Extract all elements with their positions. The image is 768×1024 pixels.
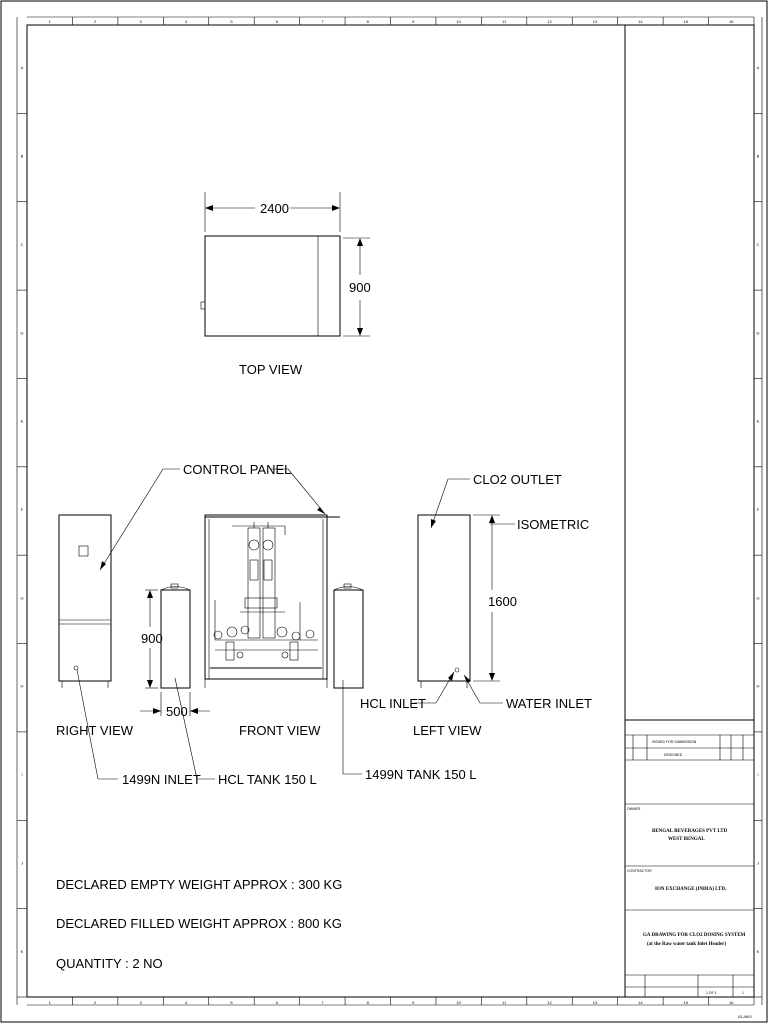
zone-row-label: B bbox=[20, 153, 24, 159]
zone-row-label: C bbox=[756, 241, 760, 247]
zone-column-label: 10 bbox=[456, 1000, 461, 1005]
dim-tank-height: 900 bbox=[141, 631, 163, 646]
zone-column-label: 3 bbox=[139, 1000, 142, 1005]
label-1499n-tank: 1499N TANK 150 L bbox=[365, 767, 477, 782]
zone-column-label: 15 bbox=[683, 1000, 689, 1005]
zone-row-label: E bbox=[756, 418, 760, 424]
zone-column-label: 1 bbox=[48, 1000, 51, 1005]
note-filled-weight: DECLARED FILLED WEIGHT APPROX : 800 KG bbox=[56, 916, 342, 931]
zone-row-label: K bbox=[20, 948, 24, 954]
label-isometric: ISOMETRIC bbox=[517, 517, 590, 532]
zone-row-label: B bbox=[756, 153, 760, 159]
zone-row-label: H bbox=[756, 683, 760, 689]
zone-column-label: 14 bbox=[638, 19, 643, 24]
zone-column-label: 12 bbox=[547, 19, 552, 24]
zone-column-label: 4 bbox=[184, 1000, 188, 1005]
zone-column-label: 15 bbox=[683, 19, 689, 24]
zone-row-label: D bbox=[756, 330, 760, 336]
zone-row-label: C bbox=[20, 241, 24, 247]
zone-column-label: 11 bbox=[502, 19, 507, 24]
zone-column-label: 6 bbox=[275, 19, 279, 24]
zone-column-label: 12 bbox=[547, 1000, 552, 1005]
zone-row-label: F bbox=[756, 507, 760, 512]
label-hcl-inlet: HCL INLET bbox=[360, 696, 426, 711]
revision-number: 1 bbox=[742, 991, 744, 995]
zone-column-label: 7 bbox=[321, 19, 324, 24]
note-quantity: QUANTITY : 2 NO bbox=[56, 956, 163, 971]
label-1499n-inlet: 1499N INLET bbox=[122, 772, 201, 787]
label-clo2-outlet: CLO2 OUTLET bbox=[473, 472, 562, 487]
owner-label: OWNER bbox=[627, 807, 641, 811]
zone-row-label: I bbox=[757, 772, 759, 778]
zone-column-label: 13 bbox=[592, 1000, 598, 1005]
owner-line2: WEST BENGAL bbox=[668, 837, 705, 842]
zone-column-label: 5 bbox=[230, 19, 233, 24]
hcl-tank bbox=[140, 584, 210, 719]
label-water-inlet: WATER INLET bbox=[506, 696, 592, 711]
dim-unit-height: 1600 bbox=[488, 594, 517, 609]
label-right-view: RIGHT VIEW bbox=[56, 723, 134, 738]
dim-top-depth: 900 bbox=[349, 280, 371, 295]
inner-border bbox=[27, 25, 754, 997]
label-left-view: LEFT VIEW bbox=[413, 723, 482, 738]
outer-border bbox=[1, 1, 767, 1022]
zone-row-label: A bbox=[20, 65, 24, 71]
zone-row-label: A bbox=[756, 65, 760, 71]
note-empty-weight: DECLARED EMPTY WEIGHT APPROX : 300 KG bbox=[56, 877, 343, 892]
rev-status: DESIGNED bbox=[664, 753, 683, 757]
zone-column-label: 13 bbox=[592, 19, 598, 24]
rev-description: ISSUED FOR SUBMISSION bbox=[652, 740, 697, 744]
zone-row-label: G bbox=[20, 595, 24, 601]
zone-row-label: J bbox=[757, 860, 759, 866]
zone-column-label: 14 bbox=[638, 1000, 643, 1005]
zone-column-label: 8 bbox=[366, 1000, 369, 1005]
zone-row-label: K bbox=[756, 948, 760, 954]
zone-row-label: H bbox=[20, 683, 24, 689]
zone-column-label: 9 bbox=[412, 1000, 415, 1005]
contractor-name: ION EXCHANGE (INDIA) LTD. bbox=[655, 887, 727, 892]
label-front-view: FRONT VIEW bbox=[239, 723, 321, 738]
zone-column-label: 1 bbox=[48, 19, 51, 24]
title-block bbox=[625, 720, 754, 1019]
dim-top-width: 2400 bbox=[260, 201, 289, 216]
sheet-size: A3-ANSI bbox=[738, 1015, 752, 1019]
zone-column-label: 16 bbox=[729, 1000, 734, 1005]
front-view bbox=[205, 515, 340, 738]
zone-column-label: 3 bbox=[139, 19, 142, 24]
zone-row-label: I bbox=[21, 772, 23, 778]
zone-row-label: E bbox=[20, 418, 24, 424]
top-view bbox=[201, 192, 371, 377]
right-view bbox=[56, 515, 134, 738]
tank-1499n bbox=[334, 584, 363, 688]
zone-column-label: 16 bbox=[729, 19, 734, 24]
zone-column-label: 2 bbox=[94, 1000, 97, 1005]
label-hcl-tank: HCL TANK 150 L bbox=[218, 772, 317, 787]
zone-column-label: 6 bbox=[275, 1000, 279, 1005]
drawing-title-line2: (at the Raw water tank Inlet Header) bbox=[647, 942, 727, 947]
contractor-label: CONTRACTOR bbox=[627, 869, 652, 873]
label-control-panel: CONTROL PANEL bbox=[183, 462, 292, 477]
zone-column-label: 10 bbox=[456, 19, 461, 24]
zone-column-label: 4 bbox=[184, 19, 188, 24]
drawing-title-line1: GA DRAWING FOR CLO2 DOSING SYSTEM bbox=[643, 933, 746, 938]
zone-row-label: D bbox=[20, 330, 24, 336]
zone-column-label: 7 bbox=[321, 1000, 324, 1005]
zone-column-label: 8 bbox=[366, 19, 369, 24]
zone-column-label: 2 bbox=[94, 19, 97, 24]
zone-column-label: 11 bbox=[502, 1000, 507, 1005]
zone-column-label: 9 bbox=[412, 19, 415, 24]
label-top-view: TOP VIEW bbox=[239, 362, 303, 377]
sheet-number: 1 OF 1 bbox=[706, 991, 717, 995]
zone-ticks-top bbox=[17, 17, 762, 1005]
zone-row-label: F bbox=[20, 507, 24, 512]
zone-row-label: J bbox=[21, 860, 23, 866]
left-view bbox=[413, 515, 517, 738]
zone-column-label: 5 bbox=[230, 1000, 233, 1005]
zone-row-label: G bbox=[756, 595, 760, 601]
owner-line1: BENGAL BEVERAGES PVT LTD bbox=[652, 829, 728, 834]
dim-tank-width: 500 bbox=[166, 704, 188, 719]
